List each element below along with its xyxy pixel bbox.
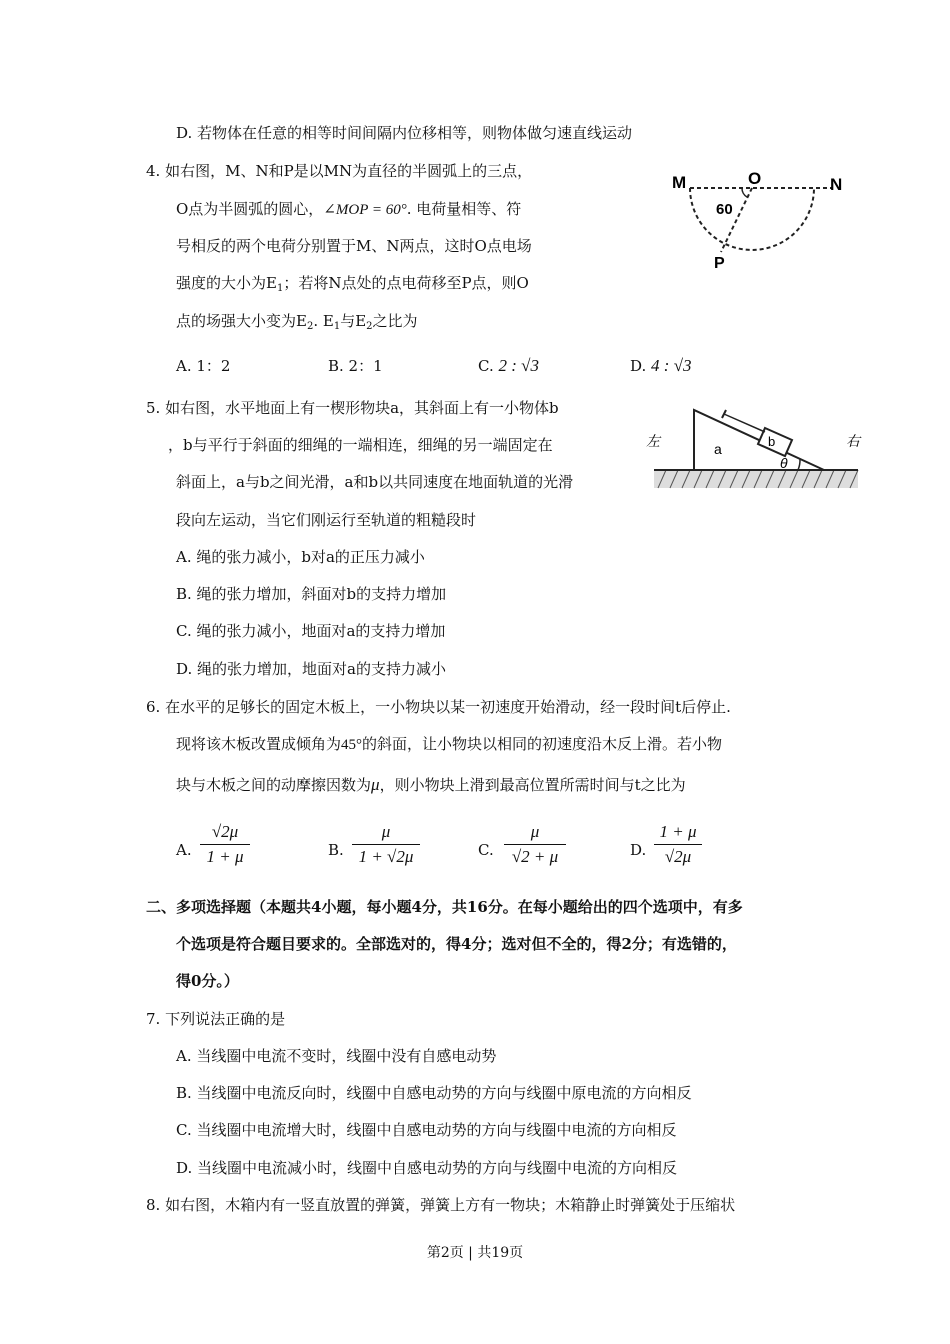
q4-option-c: C. 2 : √3 xyxy=(478,356,539,375)
label-b: b xyxy=(768,434,776,449)
q7-option-d: D. 当线圈中电流减小时，线圈中自感电动势的方向与线圈中电流的方向相反 xyxy=(176,1159,678,1177)
q6-option-b-fraction: μ 1 + √2μ xyxy=(352,821,420,868)
label-a: a xyxy=(714,441,722,457)
q4-stem-line1: 4. 如右图，M、N和P是以MN为直径的半圆弧上的三点， xyxy=(146,162,533,180)
label-o: O xyxy=(748,169,762,188)
section2-heading-line1: 二、多项选择题（本题共4小题，每小题4分，共16分。在每小题给出的四个选项中，有多 xyxy=(146,898,743,916)
q5-option-d: D. 绳的张力增加，地面对a的支持力减小 xyxy=(176,660,446,678)
q5-option-b: B. 绳的张力增加，斜面对b的支持力增加 xyxy=(176,585,447,603)
q5-option-c: C. 绳的张力减小，地面对a的支持力增加 xyxy=(176,622,446,640)
q6-stem-line3: 块与木板之间的动摩擦因数为μ，则小物块上滑到最高位置所需时间与t之比为 xyxy=(176,775,686,794)
q4-stem-line3: 号相反的两个电荷分别置于M、N两点，这时O点电场 xyxy=(176,237,532,255)
q6-option-d-fraction: 1 + μ √2μ xyxy=(654,821,702,868)
angle-arc xyxy=(742,188,747,197)
q7-option-c: C. 当线圈中电流增大时，线圈中自感电动势的方向与线圈中电流的方向相反 xyxy=(176,1121,677,1139)
q6-option-c-fraction: μ √2 + μ xyxy=(504,821,566,868)
section2-heading-line2: 个选项是符合题目要求的。全部选对的，得4分；选对但不全的，得2分；有选错的， xyxy=(176,935,737,953)
q6-stem-line1: 6. 在水平的足够长的固定木板上，一小物块以某一初速度开始滑动，经一段时间t后停止. xyxy=(146,698,731,716)
q6-option-c-label: C. xyxy=(478,841,494,859)
q6-option-b-label: B. xyxy=(328,841,344,859)
q6-stem-line2: 现将该木板改置成倾角为45°的斜面，让小物块以相同的初速度沿木反上滑。若小物 xyxy=(176,735,723,753)
q3-option-d: D. 若物体在任意的相等时间间隔内位移相等，则物体做匀速直线运动 xyxy=(176,124,633,142)
q4-stem-line2: O点为半圆弧的圆心，∠MOP = 60°. 电荷量相等、符 xyxy=(176,200,522,218)
q7-stem: 7. 下列说法正确的是 xyxy=(146,1010,286,1028)
q6-option-a-label: A. xyxy=(176,841,192,859)
q7-option-b: B. 当线圈中电流反向时，线圈中自感电动势的方向与线圈中原电流的方向相反 xyxy=(176,1084,692,1102)
label-n: N xyxy=(830,175,843,194)
q6-option-d-label: D. xyxy=(630,841,647,859)
q5-stem-line1: 5. 如右图，水平地面上有一楔形物块a，其斜面上有一小物体b xyxy=(146,399,559,417)
q4-semicircle-figure xyxy=(666,168,856,278)
q4-stem-line5: 点的场强大小变为$E_2$. $E_1$与$E_2$之比为 xyxy=(176,312,418,332)
page-footer: 第2页 | 共19页 xyxy=(426,1245,524,1261)
q5-stem-line2: ，b与平行于斜面的细绳的一端相连，细绳的另一端固定在 xyxy=(168,436,553,454)
q4-angle-math: ∠MOP = 60° xyxy=(323,202,407,218)
label-m: M xyxy=(672,173,687,192)
label-right: 右 xyxy=(846,433,860,449)
label-left: 左 xyxy=(646,433,660,449)
q4-option-d: D. 4 : √3 xyxy=(630,356,692,375)
q6-option-a-fraction: √2μ 1 + μ xyxy=(200,821,250,868)
q5-wedge-figure xyxy=(640,402,872,494)
q4-option-a: A. 1：2 xyxy=(176,357,231,375)
q5-stem-line3: 斜面上，a与b之间光滑，a和b以共同速度在地面轨道的光滑 xyxy=(176,473,574,491)
label-theta: θ xyxy=(780,455,788,471)
q5-option-a: A. 绳的张力减小，b对a的正压力减小 xyxy=(176,548,425,566)
section2-heading-line3: 得0分。） xyxy=(176,972,239,990)
q4-stem-line4: 强度的大小为$E_1$；若将N点处的点电荷移至P点，则O xyxy=(176,274,529,294)
q8-stem-line1: 8. 如右图，木箱内有一竖直放置的弹簧，弹簧上方有一物块；木箱静止时弹簧处于压缩状 xyxy=(146,1196,736,1214)
q7-option-a: A. 当线圈中电流不变时，线圈中没有自感电动势 xyxy=(176,1047,497,1065)
q4-option-b: B. 2：1 xyxy=(328,357,383,375)
label-angle: 60 xyxy=(716,201,733,218)
label-p: P xyxy=(714,255,725,272)
q5-stem-line4: 段向左运动，当它们刚运行至轨道的粗糙段时 xyxy=(176,511,477,529)
semicircle-arc xyxy=(690,188,814,250)
